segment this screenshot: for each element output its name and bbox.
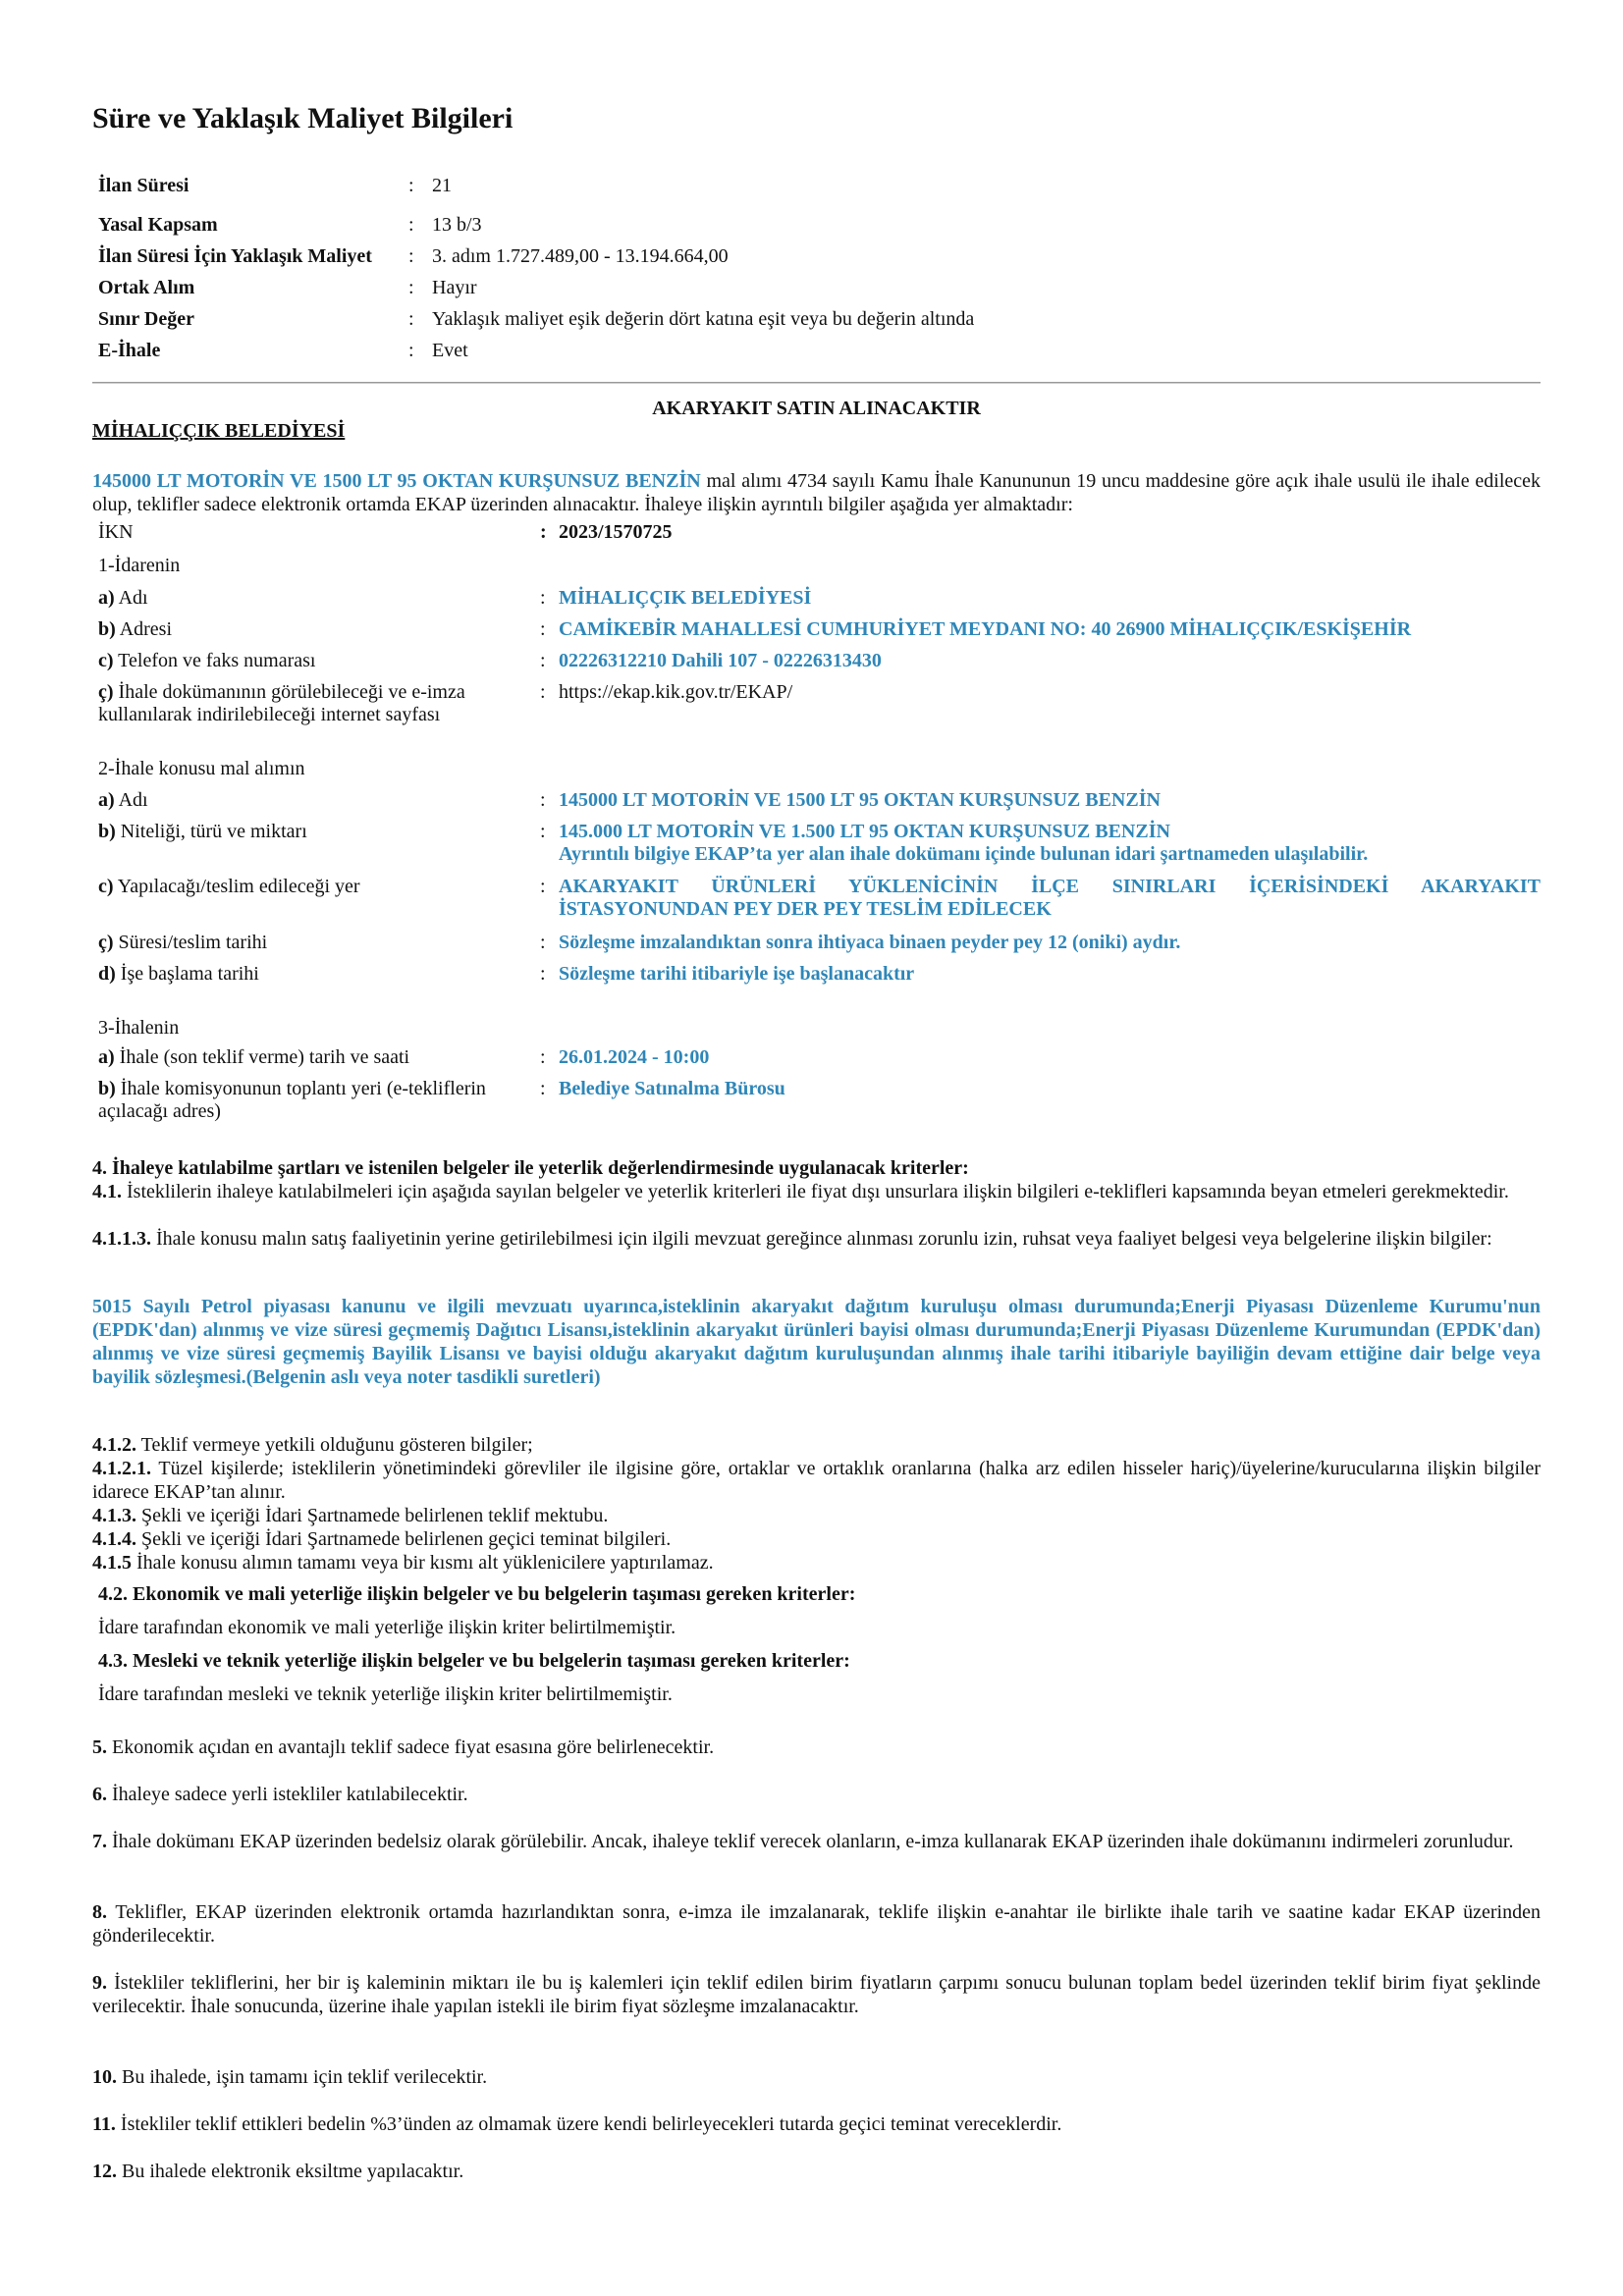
summary-label: Yasal Kapsam (98, 214, 218, 236)
item-text: Bu ihalede, işin tamamı için teklif verilecektir. (117, 2066, 488, 2088)
konu-yer-line-1: AKARYAKIT ÜRÜNLERİ YÜKLENİCİNİN İLÇE SINIRLARI İÇERİSİNDEKİ AKARYAKIT (559, 876, 1541, 897)
summary-value: 21 (432, 175, 452, 196)
item-11 (92, 2112, 1541, 2136)
clause-number: 4.1.5 (92, 1552, 132, 1574)
item-number: 9. (92, 1972, 107, 1994)
row-label-text: Adı (114, 587, 148, 609)
row-prefix: c) (98, 650, 114, 671)
row-label (98, 821, 540, 843)
clause-text: Teklif vermeye yetkili olduğunu gösteren bilgiler; (136, 1434, 533, 1456)
row-label-text: Niteliği, türü ve miktarı (115, 821, 307, 842)
row-label (98, 876, 540, 898)
clause-number: 4.1.4. (92, 1528, 136, 1550)
row-label (98, 681, 540, 726)
criteria-4-1-4 (92, 1527, 1541, 1551)
row-prefix: b) (98, 1078, 116, 1099)
clause-number: 4.1. (92, 1181, 122, 1202)
ikn-label: İKN (98, 521, 134, 543)
criteria-heading: 4. İhaleye katılabilme şartları ve istenilen belgeler ile yeterlik değerlendirmesinde uygulanacak kriterler: (92, 1157, 969, 1179)
row-label (98, 789, 540, 812)
row-label-text: Adresi (115, 618, 173, 640)
konu-nitelik-line-1: 145.000 LT MOTORİN VE 1.500 LT 95 OKTAN KURŞUNSUZ BENZİN (559, 821, 1170, 842)
summary-colon: : (408, 214, 414, 236)
row-colon: : (540, 1046, 546, 1068)
idare-adres-value: CAMİKEBİR MAHALLESİ CUMHURİYET MEYDANI NO: 40 26900 MİHALIÇÇIK/ESKİŞEHİR (559, 618, 1412, 640)
row-colon: : (540, 618, 546, 640)
row-label-text: İhale dokümanının görülebileceği ve e-imza (113, 681, 465, 703)
row-prefix: a) (98, 587, 115, 609)
row-label-text: açılacağı adres) (98, 1100, 221, 1122)
row-label (98, 650, 540, 672)
row-colon: : (540, 650, 546, 671)
intro-subject: 145000 LT MOTORİN VE 1500 LT 95 OKTAN KURŞUNSUZ BENZİN (92, 470, 701, 492)
item-7 (92, 1830, 1541, 1853)
row-label (98, 1078, 540, 1123)
row-prefix: b) (98, 821, 116, 842)
clause-text: İsteklilerin ihaleye katılabilmeleri için aşağıda sayılan belgeler ve yeterlik kriterleri ile fiyat dışı unsurlara ilişkin bilgileri e-teklifleri kapsamında beyan etmeleri gerekmektedir. (122, 1181, 1509, 1202)
row-prefix: b) (98, 618, 116, 640)
criteria-4-1-1-3 (92, 1227, 1541, 1251)
summary-colon: : (408, 308, 414, 330)
summary-label: E-İhale (98, 340, 161, 361)
summary-colon: : (408, 277, 414, 298)
item-number: 7. (92, 1831, 107, 1852)
item-number: 6. (92, 1784, 107, 1805)
summary-label: İlan Süresi İçin Yaklaşık Maliyet (98, 245, 372, 267)
row-colon: : (540, 587, 546, 609)
clause-number: 4.1.2.1. (92, 1458, 151, 1479)
clause-number: 4.1.2. (92, 1434, 136, 1456)
criteria-4-3-heading: 4.3. Mesleki ve teknik yeterliğe ilişkin belgeler ve bu belgelerin taşıması gereken kriterler: (98, 1650, 850, 1672)
clause-text: İhale konusu malın satış faaliyetinin yerine getirilebilmesi için ilgili mevzuat gereğince alınması zorunlu izin, ruhsat veya faaliyet belgesi veya belgelerine ilişkin bilgiler: (151, 1228, 1492, 1250)
criteria-4-1-5 (92, 1551, 1541, 1575)
item-6 (92, 1783, 1541, 1806)
row-label-text: kullanılarak indirilebileceği internet sayfası (98, 704, 441, 725)
criteria-4-2-heading: 4.2. Ekonomik ve mali yeterliğe ilişkin belgeler ve bu belgelerin taşıması gereken kriterler: (98, 1583, 856, 1605)
item-9 (92, 1971, 1541, 2018)
row-colon: : (540, 963, 546, 985)
clause-text: Şekli ve içeriği İdari Şartnamede belirlenen geçici teminat bilgileri. (136, 1528, 672, 1550)
row-colon: : (540, 681, 546, 703)
item-text: İstekliler teklif ettikleri bedelin %3’ünden az olmamak üzere kendi belirleyecekleri tutarda geçici teminat vereceklerdir. (115, 2113, 1062, 2135)
row-prefix: ç) (98, 681, 114, 703)
clause-number: 4.1.1.3. (92, 1228, 151, 1250)
criteria-4-1-2-1 (92, 1457, 1541, 1504)
row-label-text: Yapılacağı/teslim edileceği yer (113, 876, 360, 897)
konu-yer-value (559, 876, 1541, 921)
summary-value: 3. adım 1.727.489,00 - 13.194.664,00 (432, 245, 729, 267)
item-number: 8. (92, 1901, 107, 1923)
konu-nitelik-line-2: Ayrıntılı bilgiye EKAP’ta yer alan ihale dokümanı içinde bulunan idari şartnameden ulaşılabilir. (559, 843, 1369, 865)
row-label (98, 932, 540, 954)
row-colon: : (540, 789, 546, 811)
summary-value: Yaklaşık maliyet eşik değerin dört katına eşit veya bu değerin altında (432, 308, 975, 330)
item-10 (92, 2065, 1541, 2089)
criteria-4-1-2 (92, 1433, 1541, 1457)
summary-label: Sınır Değer (98, 308, 194, 330)
row-label-text: İhale (son teklif verme) tarih ve saati (114, 1046, 410, 1068)
intro-paragraph (92, 469, 1541, 516)
summary-colon: : (408, 340, 414, 361)
clause-number: 4.1.3. (92, 1505, 136, 1526)
konu-adi-value: 145000 LT MOTORİN VE 1500 LT 95 OKTAN KURŞUNSUZ BENZİN (559, 789, 1161, 811)
row-label (98, 1046, 540, 1069)
item-number: 10. (92, 2066, 117, 2088)
summary-value: 13 b/3 (432, 214, 482, 236)
summary-label: İlan Süresi (98, 175, 189, 196)
summary-colon: : (408, 175, 414, 196)
row-prefix: a) (98, 1046, 115, 1068)
konu-sure-value: Sözleşme imzalandıktan sonra ihtiyaca binaen peyder pey 12 (oniki) aydır. (559, 932, 1181, 953)
item-text: Ekonomik açıdan en avantajlı teklif sadece fiyat esasına göre belirlenecektir. (107, 1736, 715, 1758)
item-text: İhale dokümanı EKAP üzerinden bedelsiz olarak görülebilir. Ancak, ihaleye teklif verecek olanların, e-imza kullanarak EKAP üzerinden ihale dokümanını indirmeleri zorunludur. (107, 1831, 1514, 1852)
row-label-text: Süresi/teslim tarihi (113, 932, 268, 953)
konu-yer-line-2: İSTASYONUNDAN PEY DER PEY TESLİM EDİLECEK (559, 898, 1052, 920)
item-12 (92, 2160, 1541, 2183)
row-prefix: a) (98, 789, 115, 811)
idare-adi-value: MİHALIÇÇIK BELEDİYESİ (559, 587, 812, 609)
item-text: Bu ihalede elektronik eksiltme yapılacaktır. (117, 2161, 464, 2182)
row-colon: : (540, 876, 546, 897)
item-text: İhaleye sadece yerli istekliler katılabilecektir. (107, 1784, 468, 1805)
row-prefix: ç) (98, 932, 114, 953)
item-text: İstekliler tekliflerini, her bir iş kaleminin miktarı ile bu iş kalemleri için teklif edilen birim fiyatların çarpımı sonucu bulunan toplam bedel üzerinden teklif birim fiyat şeklinde verilecektir. İhale sonucunda, üzerine ihale yapılan istekli ile birim fiyat sözleşme imzalanacaktır. (92, 1972, 1541, 2017)
clause-text: Tüzel kişilerde; isteklilerin yönetimindeki görevliler ile ilgisine göre, ortaklar ve ortaklık oranlarına (halka arz edilen hisseler hariç)/üyelerine/kurucularına ilişkin bilgiler idarece EKAP’tan alınır. (92, 1458, 1541, 1503)
ihale-tarih-value: 26.01.2024 - 10:00 (559, 1046, 710, 1068)
row-label (98, 618, 540, 641)
idare-dokuman-link[interactable]: https://ekap.kik.gov.tr/EKAP/ (559, 681, 793, 703)
administration-name: MİHALIÇÇIK BELEDİYESİ (92, 420, 346, 442)
row-colon: : (540, 821, 546, 842)
summary-colon: : (408, 245, 414, 267)
row-label-text: İhale komisyonunun toplantı yeri (e-tekliflerin (115, 1078, 486, 1099)
row-label-text: Adı (114, 789, 148, 811)
item-number: 5. (92, 1736, 107, 1758)
clause-text: Şekli ve içeriği İdari Şartnamede belirlenen teklif mektubu. (136, 1505, 609, 1526)
section-1-heading: 1-İdarenin (98, 555, 181, 576)
section-divider (92, 382, 1541, 383)
license-requirements: 5015 Sayılı Petrol piyasası kanunu ve ilgili mevzuatı uyarınca,isteklinin akaryakıt dağıtım kuruluşu olması durumunda;Enerji Piyasası Düzenleme Kurumu'nun (EPDK'dan) alınmış ve vize süresi geçmemiş Dağıtıcı Lisansı,isteklinin akaryakıt ürünleri bayisi olması durumunda;Enerji Piyasası Düzenleme Kurumundan (EPDK'dan) alınmış ve vize süresi geçmemiş Bayilik Lisansı ve bayisi olduğu akaryakıt dağıtım kuruluşundan alınmış ihale tarihi itibariyle bayiliğin devam ettiğine dair belge veya bayilik sözleşmesi.(Belgenin aslı veya noter tasdikli suretleri) (92, 1296, 1541, 1388)
item-number: 12. (92, 2161, 117, 2182)
page-title: Süre ve Yaklaşık Maliyet Bilgileri (92, 102, 514, 134)
row-prefix: c) (98, 876, 114, 897)
item-8 (92, 1900, 1541, 1948)
konu-nitelik-value (559, 821, 1541, 866)
row-label (98, 587, 540, 610)
section-2-heading: 2-İhale konusu mal alımın (98, 758, 305, 779)
notice-title: AKARYAKIT SATIN ALINACAKTIR (652, 398, 981, 419)
summary-value: Evet (432, 340, 468, 361)
row-label (98, 963, 540, 986)
item-number: 11. (92, 2113, 116, 2135)
konu-baslama-value: Sözleşme tarihi itibariyle işe başlanacaktır (559, 963, 915, 985)
summary-label: Ortak Alım (98, 277, 195, 298)
item-5 (92, 1735, 1541, 1759)
row-colon: : (540, 932, 546, 953)
criteria-4-1-3 (92, 1504, 1541, 1527)
summary-value: Hayır (432, 277, 477, 298)
clause-text: İhale konusu alımın tamamı veya bir kısmı alt yüklenicilere yaptırılamaz. (132, 1552, 714, 1574)
row-label-text: İşe başlama tarihi (115, 963, 259, 985)
row-prefix: d) (98, 963, 116, 985)
item-text: Teklifler, EKAP üzerinden elektronik ortamda hazırlandıktan sonra, e-imza ile imzalanarak, teklife ilişkin e-anahtar ile birlikte ihale tarih ve saatine kadar EKAP üzerinden gönderilecektir. (92, 1901, 1541, 1947)
section-3-heading: 3-İhalenin (98, 1017, 180, 1039)
ihale-yer-value: Belediye Satınalma Bürosu (559, 1078, 785, 1099)
idare-telefon-value: 02226312210 Dahili 107 - 02226313430 (559, 650, 882, 671)
intro-text: mal alımı 4734 sayılı Kamu İhale Kanununun 19 uncu maddesine göre açık ihale usulü ile ihale edilecek olup, teklifler sadece elektronik ortamda EKAP üzerinden alınacaktır. İhaleye ilişkin ayrıntılı bilgiler aşağıda yer almaktadır: (92, 470, 1542, 515)
row-label-text: Telefon ve faks numarası (113, 650, 316, 671)
row-colon: : (540, 521, 547, 543)
criteria-4-2-text: İdare tarafından ekonomik ve mali yeterliğe ilişkin kriter belirtilmemiştir. (98, 1617, 676, 1638)
row-colon: : (540, 1078, 546, 1099)
criteria-4-1 (92, 1180, 1541, 1203)
criteria-4-3-text: İdare tarafından mesleki ve teknik yeterliğe ilişkin kriter belirtilmemiştir. (98, 1683, 673, 1705)
ikn-value: 2023/1570725 (559, 521, 673, 543)
